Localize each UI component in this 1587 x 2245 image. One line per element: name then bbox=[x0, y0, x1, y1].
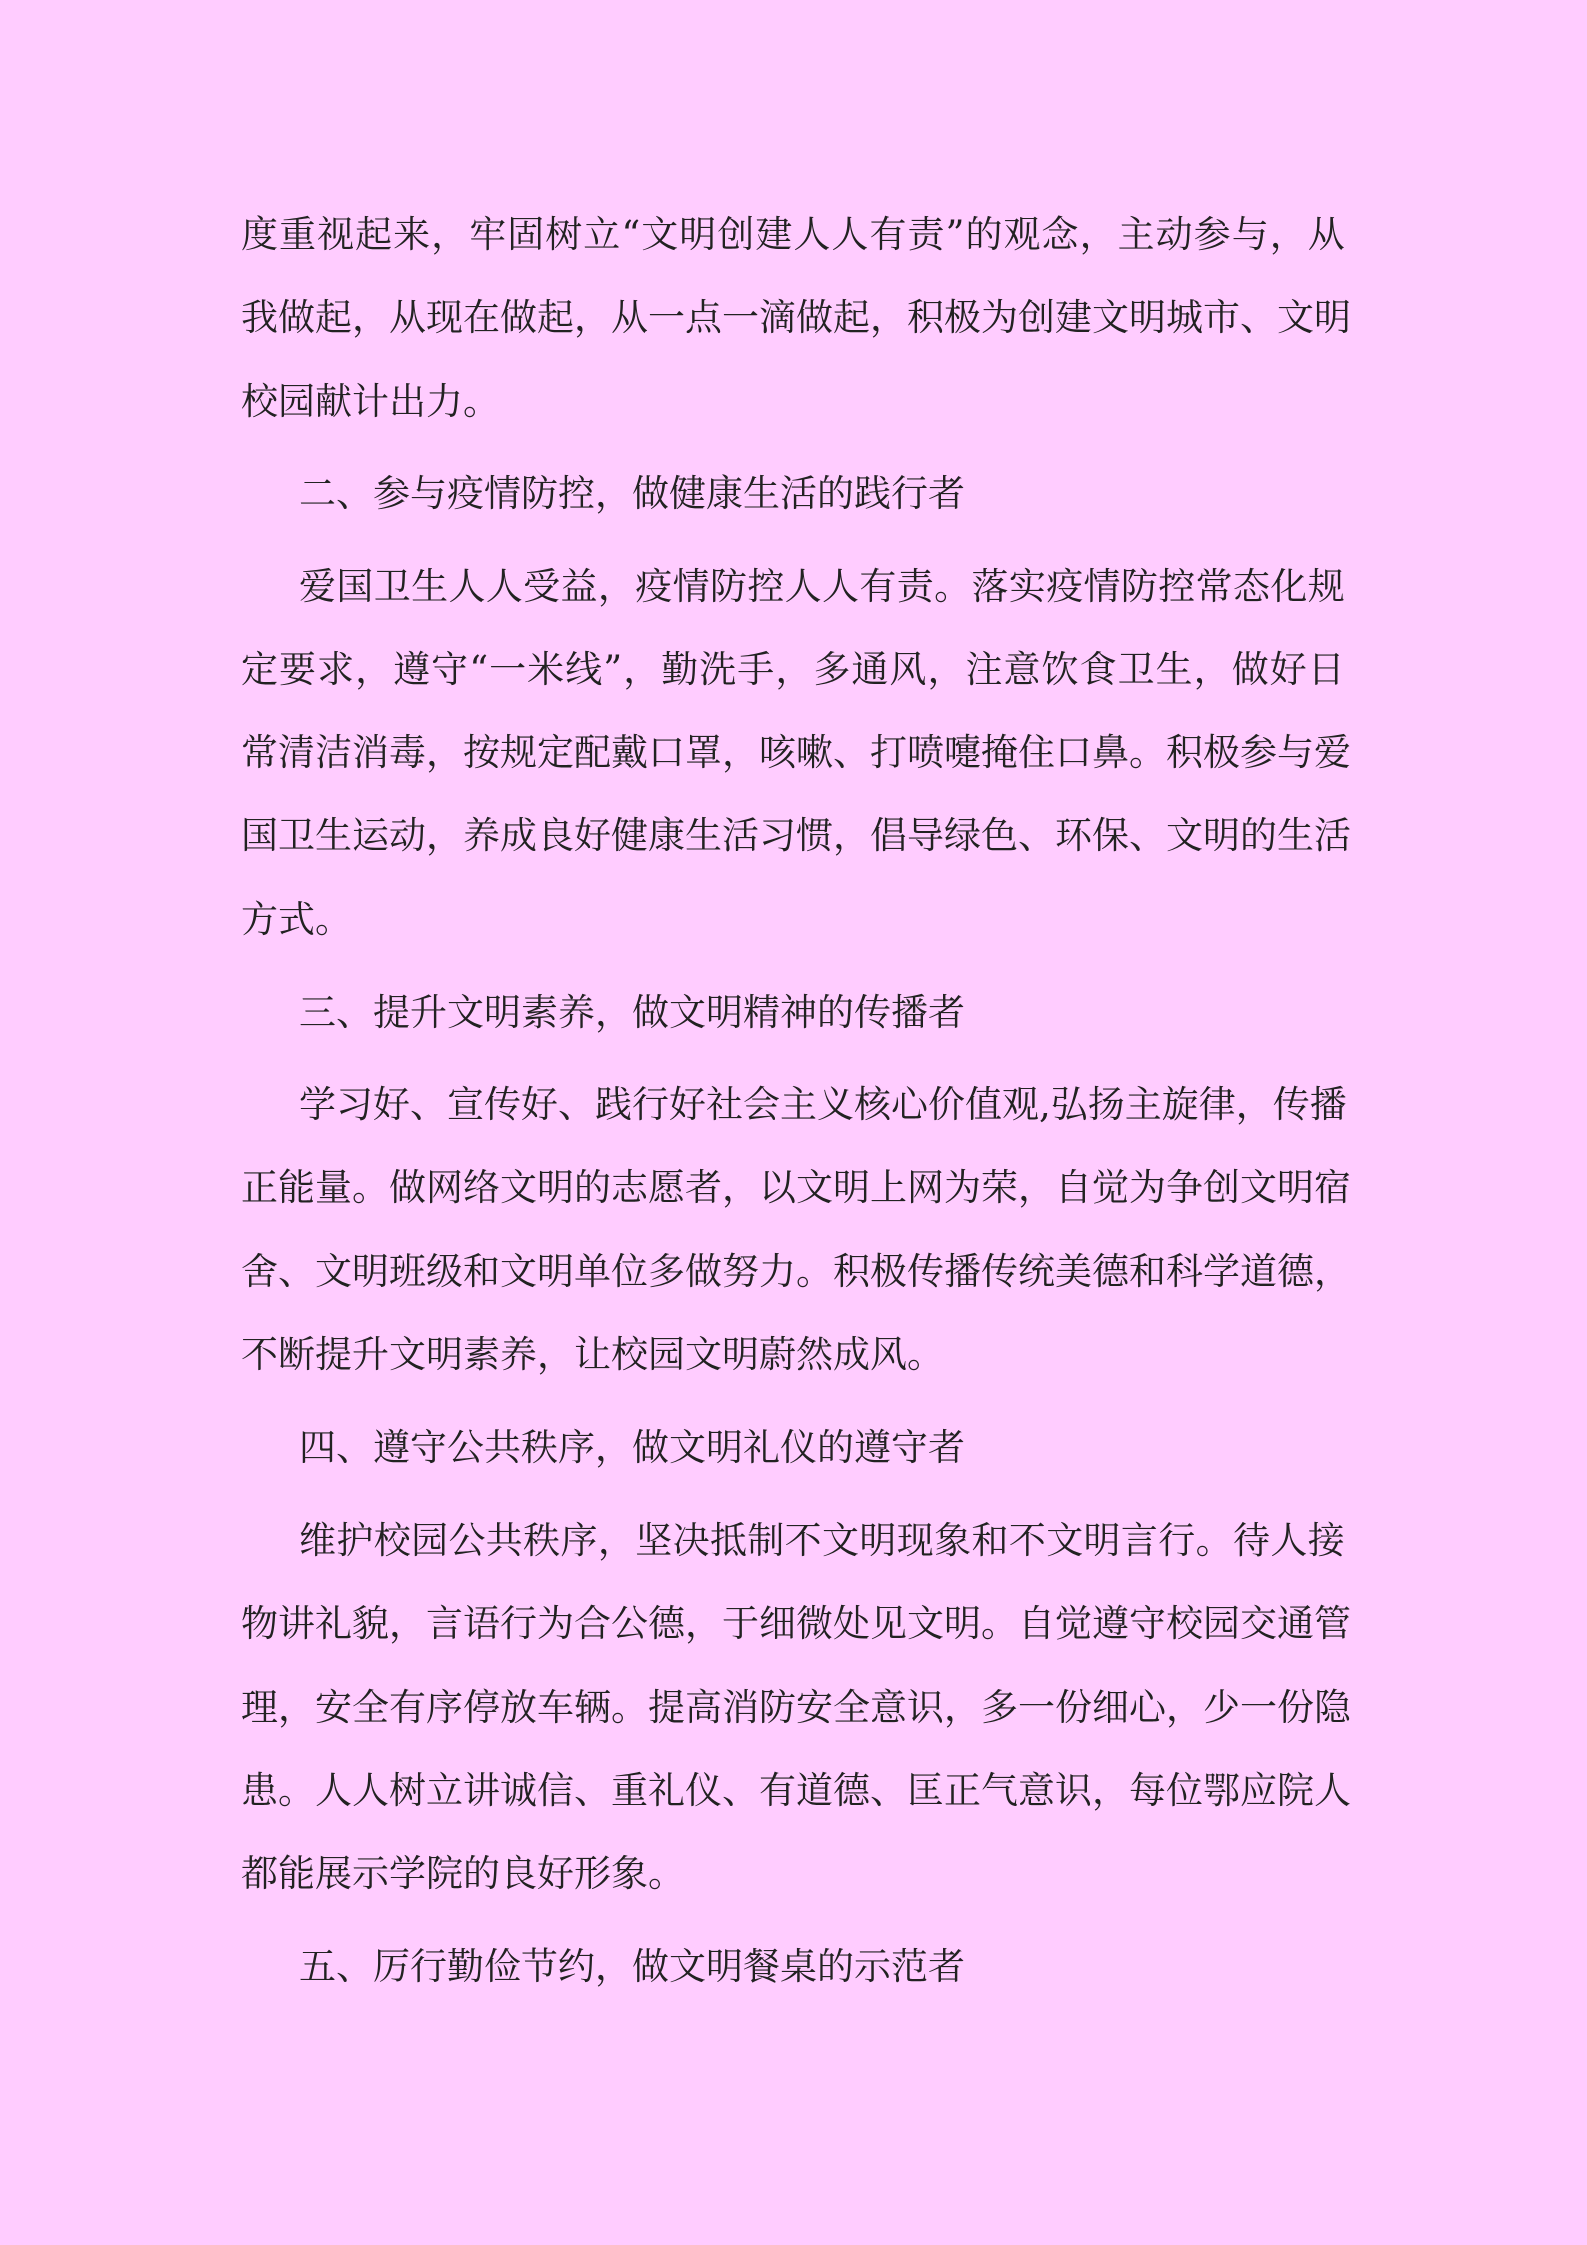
paragraph-line: 我 做 起 ， 从 现 在 做 起 ， 从 一 点 一 滴 做 起 ， 积 极 为 创 建 文 明 城 市 、 文 明 bbox=[241, 296, 1351, 339]
paragraph-line: 定 要 求 ， 遵 守 “ 一 米 线 ” ， 勤 洗 手 ， 多 通 风 ， 注 意 饮 食 卫 生 ， 做 好 日 bbox=[241, 648, 1345, 691]
paragraph-line: 正 能 量 。 做 网 络 文 明 的 志 愿 者 ， 以 文 明 上 网 为 荣 ， 自 觉 为 争 创 文 明 宿 bbox=[241, 1166, 1351, 1209]
paragraph-line: 舍 、 文 明 班 级 和 文 明 单 位 多 做 努 力 。 积 极 传 播 传 统 美 德 和 科 学 道 德 ， bbox=[241, 1250, 1351, 1293]
paragraph-line: 方式。 bbox=[241, 898, 352, 941]
paragraph-line: 校园献计出力。 bbox=[241, 380, 500, 423]
paragraph-line: 患 。 人 人 树 立 讲 诚 信 、 重 礼 仪 、 有 道 德 、 匡 正 气 意 识 ， 每 位 鄂 应 院 人 bbox=[241, 1769, 1351, 1812]
paragraph-line: 度 重 视 起 来 ， 牢 固 树 立 “ 文 明 创 建 人 人 有 责 ” 的 观 念 ， 主 动 参 与 ， 从 bbox=[241, 213, 1345, 256]
paragraph-line: 理 ， 安 全 有 序 停 放 车 辆 。 提 高 消 防 安 全 意 识 ， 多 一 份 细 心 ， 少 一 份 隐 bbox=[241, 1686, 1351, 1729]
paragraph-line: 不断提升文明素养，让校园文明蔚然成风。 bbox=[241, 1333, 944, 1376]
paragraph-line: 学 习 好 、 宣 传 好 、 践 行 好 社 会 主 义 核 心 价 值 观 , 弘 扬 主 旋 律 ， 传 播 bbox=[299, 1083, 1347, 1126]
paragraph-line: 维 护 校 园 公 共 秩 序 ， 坚 决 抵 制 不 文 明 现 象 和 不 文 明 言 行 。 待 人 接 bbox=[299, 1519, 1345, 1562]
paragraph-line: 都能展示学院的良好形象。 bbox=[241, 1852, 685, 1895]
section-heading: 三、提升文明素养，做文明精神的传播者 bbox=[299, 991, 965, 1034]
section-heading: 五、厉行勤俭节约，做文明餐桌的示范者 bbox=[299, 1945, 965, 1988]
paragraph-line: 常 清 洁 消 毒 ， 按 规 定 配 戴 口 罩 ， 咳 嗽 、 打 喷 嚏 掩 住 口 鼻 。 积 极 参 与 爱 bbox=[241, 731, 1351, 774]
section-heading: 四、遵守公共秩序，做文明礼仪的遵守者 bbox=[299, 1426, 965, 1469]
section-heading: 二、参与疫情防控，做健康生活的践行者 bbox=[299, 472, 965, 515]
paragraph-line: 物 讲 礼 貌 ， 言 语 行 为 合 公 德 ， 于 细 微 处 见 文 明 。 自 觉 遵 守 校 园 交 通 管 bbox=[241, 1602, 1351, 1645]
paragraph-line: 国 卫 生 运 动 ， 养 成 良 好 健 康 生 活 习 惯 ， 倡 导 绿 色 、 环 保 、 文 明 的 生 活 bbox=[241, 814, 1351, 857]
paragraph-line: 爱 国 卫 生 人 人 受 益 ， 疫 情 防 控 人 人 有 责 。 落 实 疫 情 防 控 常 态 化 规 bbox=[299, 565, 1345, 608]
